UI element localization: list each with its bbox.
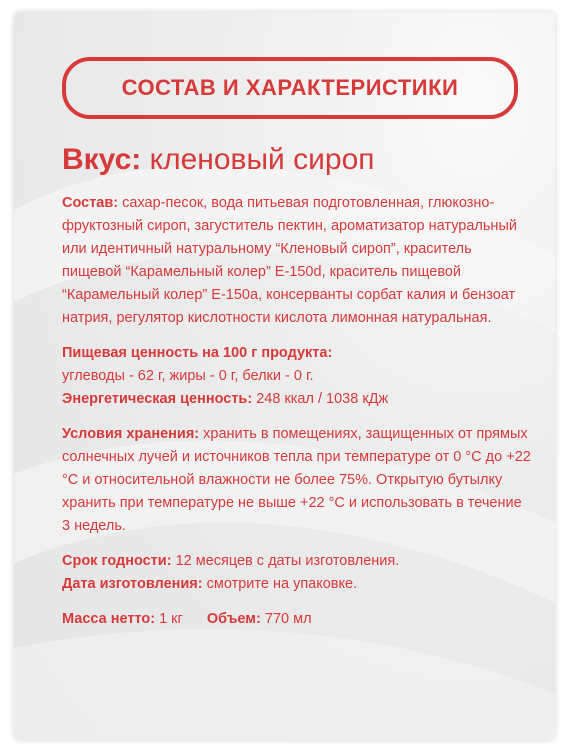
shelf-life-value: 12 месяцев с даты изготовления. xyxy=(175,553,400,569)
storage-label: Условия хранения: xyxy=(62,426,200,442)
manufacture-date-label: Дата изготовления: xyxy=(62,576,203,592)
section-title xyxy=(62,57,518,119)
dates xyxy=(62,550,532,596)
composition-label: Состав: xyxy=(62,195,119,211)
volume-label: Объем: xyxy=(206,611,261,627)
mass xyxy=(62,608,183,631)
storage-text: хранить в помещениях, защищенных от прямых солнечных лучей и источников тепла при температуре от 0 °С до +22 °С и относительной влажности не более 75%. Открытую бутылку хранить при температуре не выше +22 °С и использовать в течение 3 недель. xyxy=(62,426,531,534)
mass-value: 1 кг xyxy=(159,611,183,627)
section-title-text: СОСТАВ И ХАРАКТЕРИСТИКИ xyxy=(121,75,459,100)
volume xyxy=(207,608,312,631)
flavor-label: Вкус: xyxy=(62,143,142,176)
shelf-life-label: Срок годности: xyxy=(62,553,172,569)
flavor-value: кленовый сироп xyxy=(149,143,375,176)
nutrition-values: углеводы - 62 г, жиры - 0 г, белки - 0 г. xyxy=(62,368,314,384)
energy-label: Энергетическая ценность: xyxy=(62,391,253,407)
product-info-card xyxy=(14,12,555,740)
nutrition xyxy=(62,342,532,411)
mass-volume xyxy=(62,608,532,631)
nutrition-label: Пищевая ценность на 100 г продукта: xyxy=(62,345,333,361)
mass-label: Масса нетто: xyxy=(62,611,156,627)
manufacture-date-value: смотрите на упаковке. xyxy=(206,576,358,592)
energy-value: 248 ккал / 1038 кДж xyxy=(256,391,389,407)
composition xyxy=(62,192,532,330)
product-details xyxy=(62,140,532,631)
composition-text: сахар-песок, вода питьевая подготовленная, глюкозно-фруктозный сироп, загуститель пектин, ароматизатор натуральный или идентичный натуральному “Кленовый сироп”, краситель пищевой “Карамельный колер” Е-150d, краситель пищевой “Карамельный колер” Е-150а, консерванты сорбат калия и бензоат натрия, регулятор кислотности кислота лимонная натуральная. xyxy=(62,195,517,326)
flavor-line xyxy=(62,140,532,180)
volume-value: 770 мл xyxy=(264,611,312,627)
storage-conditions xyxy=(62,423,532,538)
